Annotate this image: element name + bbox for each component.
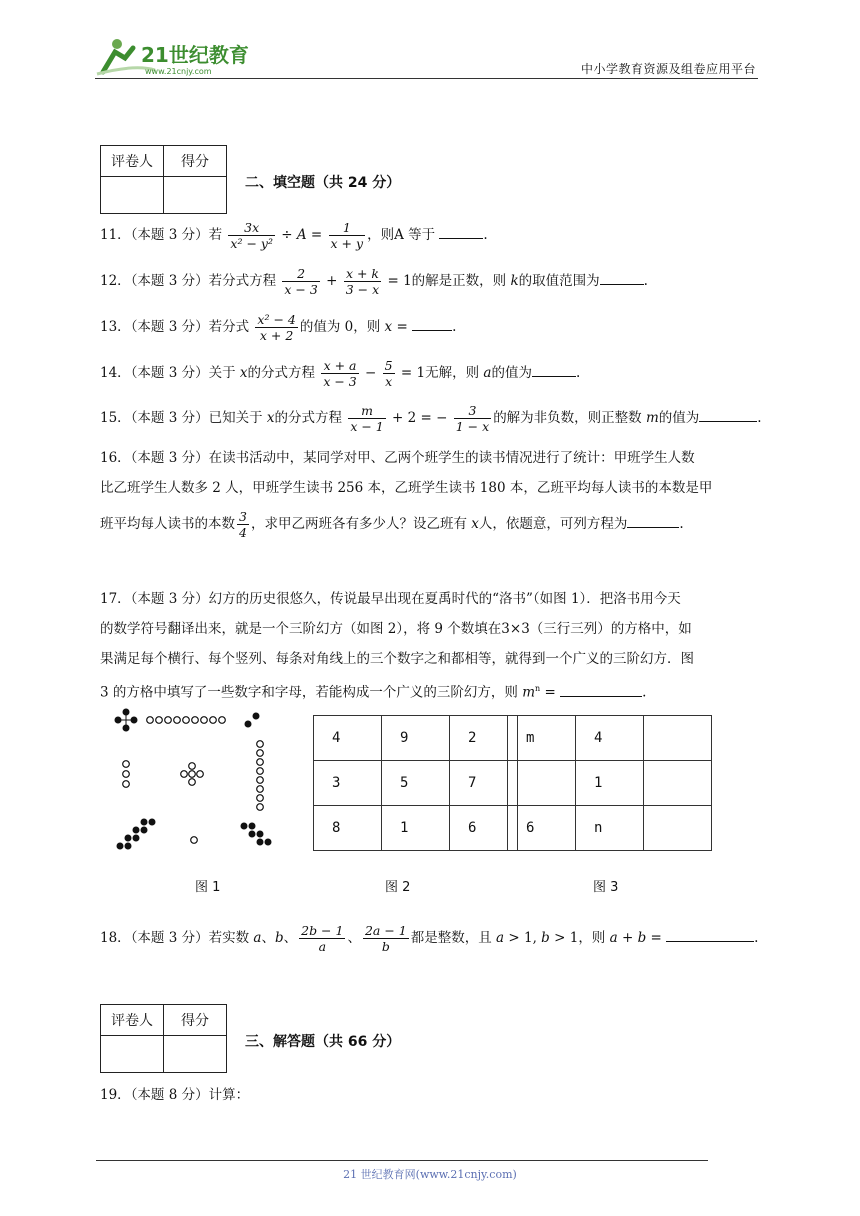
- score-box-score-label: 得分: [164, 146, 227, 177]
- figure-3-magic-square: m 4 1 6 n: [507, 715, 712, 851]
- score-box-score-cell: [164, 177, 227, 214]
- score-box-score-cell: [164, 1036, 227, 1073]
- score-box-reviewer-cell: [101, 1036, 164, 1073]
- question-19: 19．（本题 8 分）计算：: [100, 1087, 250, 1103]
- question-13: 13．（本题 3 分）若分式 $\frac{\text{x² − 4}}{x + 2}$ 的值为 0，则 x = .: [100, 312, 457, 343]
- score-box-reviewer-label: 评卷人: [101, 146, 164, 177]
- luoshu-diagram: [112, 708, 282, 858]
- question-12: 12．（本题 3 分）若分式方程 $\frac{2}{x - 3}$ + $\frac{x + k}{3 - x}$ = 1的解是正数，则 k的取值范围为 .: [100, 266, 648, 297]
- score-box-section3: [100, 1004, 227, 1073]
- question-18: 18．（本题 3 分）若实数 a、b、 $\frac{2b - 1}{a}$ 、 $\frac{2a - 1}{b}$ 都是整数，且 a > 1, b > 1，则 a + b = .: [100, 923, 759, 954]
- score-box-reviewer-label: 评卷人: [101, 1005, 164, 1036]
- question-16: 16．（本题 3 分）在读书活动中，某同学对甲、乙两个班学生的读书情况进行了统计：甲班学生人数 比乙班学生人数多 2 人，甲班学生读书 256 本，乙班学生读书 180 本，乙班平均每人读书的本数是甲 班平均每人读书的本数 $\frac{3}{4}$ ，求甲乙两班各有多少人？设乙班有 x人，依题意，可列方程为 .: [100, 450, 713, 540]
- site-logo: [95, 34, 265, 78]
- score-box-score-label: 得分: [164, 1005, 227, 1036]
- logo-url: www.21cnjy.com: [145, 67, 212, 76]
- question-11: 11．（本题 3 分）若 $\frac{3x}{\text{x² − y²}}$ ÷ A = $\frac{1}{x + y}$ ，则A 等于 .: [100, 220, 488, 251]
- score-box-section2: [100, 145, 227, 214]
- question-17: 17．（本题 3 分）幻方的历史很悠久，传说最早出现在夏禹时代的“洛书”（如图 1）．把洛书用今天 的数学符号翻译出来，就是一个三阶幻方（如图 2），将 9 个数填在3×3（三行三列）的方格中，如 果满足每个横行、每个竖列、每条对角线上的三个数字之和都相等，就得到一个广义的三阶幻方．图 3 的方格中填写了一些数字和字母，若能构成一个广义的三阶幻方，则 $m^n$ = .: [100, 591, 694, 701]
- footer-divider: [96, 1160, 708, 1161]
- figure-3-caption: 图 3: [593, 880, 619, 895]
- header-platform-text: 中小学教育资源及组卷应用平台: [580, 62, 756, 76]
- logo-text: 21世纪教育: [141, 43, 249, 67]
- question-15: 15．（本题 3 分）已知关于 x的分式方程 $\frac{m}{x - 1}$ + 2 = − $\frac{3}{1 - x}$ 的解为非负数，则正整数 m的值为 .: [100, 403, 762, 434]
- figure-1-luoshu: [112, 708, 282, 862]
- section3-title: 三、解答题（共 66 分）: [245, 1034, 401, 1050]
- footer-link[interactable]: 21 世纪教育网(www.21cnjy.com): [343, 1168, 517, 1181]
- section2-title: 二、填空题（共 24 分）: [245, 175, 401, 191]
- figure-1-caption: 图 1: [195, 880, 221, 895]
- figure-2-caption: 图 2: [385, 880, 411, 895]
- header-divider: [95, 78, 758, 79]
- question-14: 14．（本题 3 分）关于 x的分式方程 $\frac{x + a}{x - 3}$ − $\frac{5}{x}$ = 1无解，则 a的值为 .: [100, 358, 581, 389]
- figure-2-magic-square: 4 9 2 3 5 7 8 1 6: [313, 715, 518, 851]
- score-box-reviewer-cell: [101, 177, 164, 214]
